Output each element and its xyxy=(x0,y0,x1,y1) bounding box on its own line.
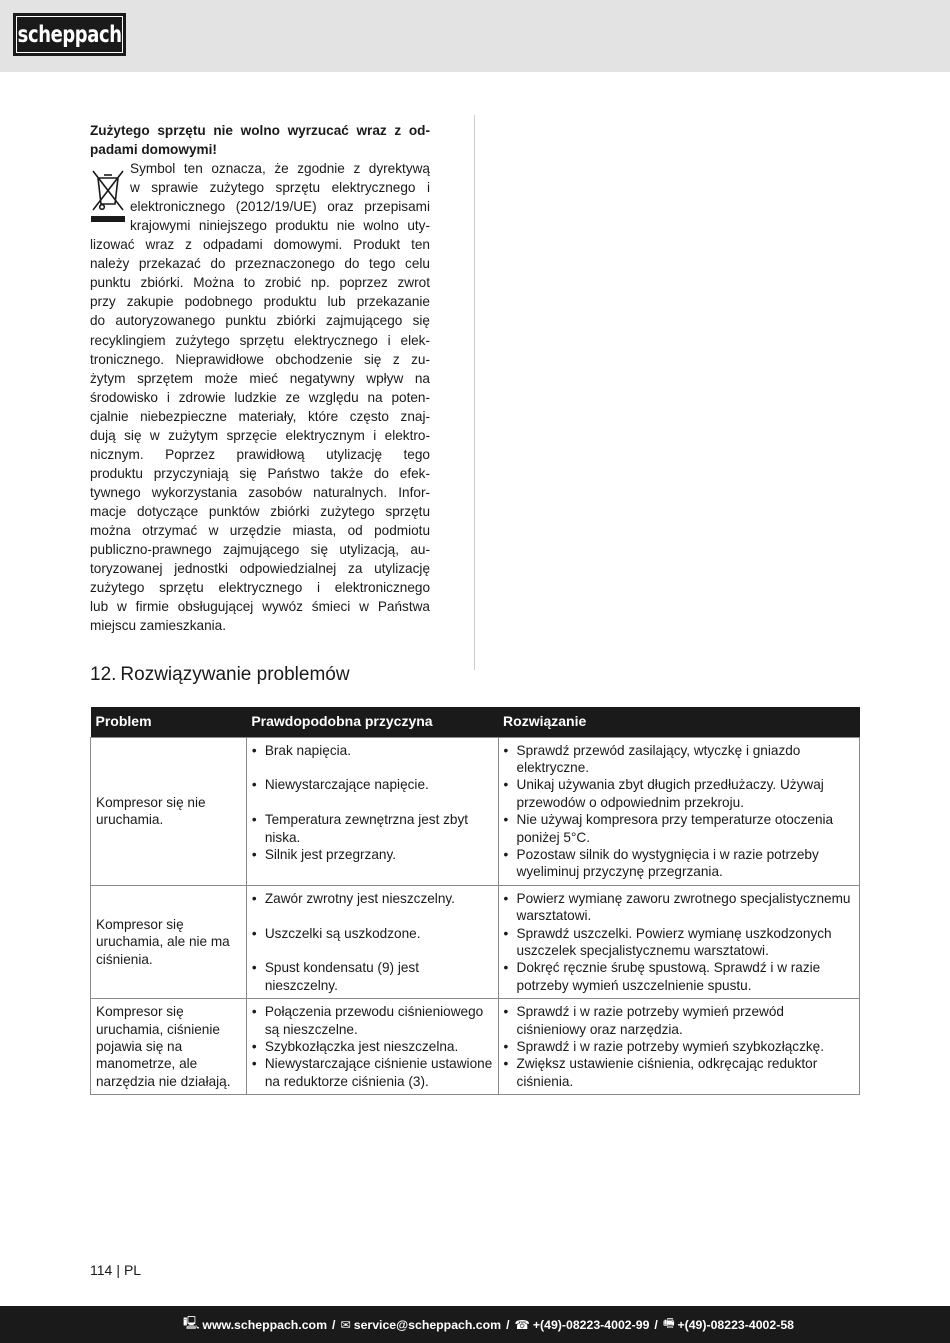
column-header: Rozwiązanie xyxy=(498,707,859,737)
footer-separator: / xyxy=(332,1317,336,1332)
cause-item: • Silnik jest przegrzany. xyxy=(252,846,493,863)
cause-item: • Spust kondensatu (9) jest nieszczelny. xyxy=(252,959,493,994)
scheppach-logo xyxy=(13,13,126,56)
solution-item: • Sprawdź uszczelki. Powierz wymianę uszkodzonych uszczelek specjalistycznemu warsztatowi. xyxy=(504,925,854,960)
body-line: recyklingiem zużytego sprzętu elektrycznego i elek- xyxy=(90,332,430,348)
table-row xyxy=(91,737,860,885)
cause-item: • Temperatura zewnętrzna jest zbyt niska. xyxy=(252,811,493,846)
cause-item: • Niewystarczające ciśnienie ustawione na reduktorze ciśnienia (3). xyxy=(252,1055,493,1090)
table-row xyxy=(91,885,860,998)
solution-cell xyxy=(498,885,859,998)
body-line: cjalnie niebezpieczne materiały, które często znaj- xyxy=(90,408,430,424)
body-line: Symbol ten oznacza, że zgodnie z dyrektywą xyxy=(130,161,430,177)
solution-item: • Zwiększ ustawienie ciśnienia, odkręcając reduktor ciśnienia. xyxy=(504,1055,854,1090)
solution-cell xyxy=(498,999,859,1095)
body-line: należy przekazać do przeznaczonego do tego celu xyxy=(90,256,430,272)
troubleshooting-table xyxy=(90,707,860,1095)
section-title xyxy=(90,664,350,686)
problem-cell: Kompresor się nie uruchamia. xyxy=(91,737,247,885)
body-line: żytym sprzętem może mieć negatywny wpływ na xyxy=(90,370,430,386)
footer-email-link[interactable]: service@scheppach.com xyxy=(353,1317,502,1332)
cause-cell xyxy=(246,999,498,1095)
solution-item: • Sprawdź i w razie potrzeby wymień szybkozłączkę. xyxy=(504,1038,854,1055)
body-line: punktu zbiórki. Można to zrobić np. poprzez zwrot xyxy=(90,275,430,291)
solution-item: • Sprawdź przewód zasilający, wtyczkę i gniazdo elektryczne. xyxy=(504,742,854,777)
footer-separator: / xyxy=(654,1317,658,1332)
column-divider xyxy=(474,115,475,670)
cause-item: • Uszczelki są uszkodzone. xyxy=(252,925,493,942)
footer-phone: +(49)-08223-4002-99 xyxy=(532,1317,650,1332)
computer-icon: 🖳 xyxy=(183,1316,200,1330)
page-number-value: 114 xyxy=(90,1262,113,1278)
problem-cell: Kompresor się uruchamia, ciśnienie pojawia się na manometrze, ale narzędzia nie działają. xyxy=(91,999,247,1095)
body-line: przy zakupie podobnego produktu lub przekazanie xyxy=(90,294,430,310)
fax-icon: 🖷 xyxy=(662,1316,675,1330)
body-line: tronicznego. Nieprawidłowe obchodzenie się z zu- xyxy=(90,351,430,367)
body-line: produktu przyczyniają się Państwo także do efek- xyxy=(90,465,430,481)
warning-line: padami domowymi! xyxy=(90,142,217,158)
footer-fax: +(49)-08223-4002-58 xyxy=(677,1317,794,1332)
body-line: lub w firmie obsługującej wywóz śmieci w Państwa xyxy=(90,599,430,615)
footer-bar xyxy=(0,1306,950,1343)
disposal-body xyxy=(90,159,430,635)
header-bar xyxy=(0,0,950,72)
cause-item: • Niewystarczające napięcie. xyxy=(252,776,493,793)
cause-cell xyxy=(246,885,498,998)
cause-item: • Brak napięcia. xyxy=(252,742,493,759)
logo-text: scheppach xyxy=(17,21,122,48)
body-line: tywnego wykorzystania zasobów naturalnych. Infor- xyxy=(90,484,430,500)
body-line: do autoryzowanego punktu zbiórki zajmującego się xyxy=(90,313,430,329)
disposal-notice xyxy=(90,121,430,635)
body-line: krajowymi niniejszego produktu nie wolno uty- xyxy=(130,218,430,234)
solution-item: • Powierz wymianę zaworu zwrotnego specjalistycznemu warsztatowi. xyxy=(504,890,854,925)
page-number xyxy=(90,1262,141,1278)
body-line: zużytego sprzętu elektrycznego i elektronicznego xyxy=(90,580,430,596)
body-line: nicznym. Poprzez prawidłową utylizację tego xyxy=(90,446,430,462)
envelope-icon: ✉ xyxy=(340,1317,351,1332)
body-line: dują się w zużytym sprzęcie elektrycznym i elektro- xyxy=(90,427,430,443)
body-line: toryzowanej jednostki odpowiedzialnej za utylizację xyxy=(90,561,430,577)
table-row xyxy=(91,999,860,1095)
column-header: Prawdopodobna przyczyna xyxy=(246,707,498,737)
body-line: w sprawie zużytego sprzętu elektrycznego i xyxy=(130,180,430,196)
body-line: lizować wraz z odpadami domowymi. Produkt ten xyxy=(90,237,430,253)
body-line: publiczno-prawnego zajmującego się utylizacją, au- xyxy=(90,542,430,558)
problem-cell: Kompresor się uruchamia, ale nie ma ciśnienia. xyxy=(91,885,247,998)
page-language: PL xyxy=(123,1262,142,1278)
page-separator: | xyxy=(116,1262,120,1278)
solution-cell xyxy=(498,737,859,885)
solution-item: • Dokręć ręcznie śrubę spustową. Sprawdź i w razie potrzeby wymień uszczelnienie spustu. xyxy=(504,959,854,994)
section-title-text: Rozwiązywanie problemów xyxy=(120,664,350,685)
column-header: Problem xyxy=(91,707,247,737)
body-line: środowisko i zdrowie ludzkie ze względu na poten- xyxy=(90,389,430,405)
footer-website-link[interactable]: www.scheppach.com xyxy=(202,1317,328,1332)
solution-item: • Nie używaj kompresora przy temperaturze otoczenia poniżej 5°C. xyxy=(504,811,854,846)
crossed-out-wheelie-bin-icon xyxy=(90,168,126,224)
cause-item: • Zawór zwrotny jest nieszczelny. xyxy=(252,890,493,907)
disposal-warning xyxy=(90,121,430,159)
solution-item: • Sprawdź i w razie potrzeby wymień przewód ciśnieniowy oraz narzędzia. xyxy=(504,1003,854,1038)
table-header-row xyxy=(91,707,860,737)
body-line: elektronicznego (2012/19/UE) oraz przepisami xyxy=(130,199,430,215)
telephone-icon: ☎ xyxy=(514,1317,530,1332)
cause-item: • Szybkozłączka jest nieszczelna. xyxy=(252,1038,493,1055)
solution-item: • Pozostaw silnik do wystygnięcia i w razie potrzeby wyeliminuj przyczynę przegrzania. xyxy=(504,846,854,881)
body-line: można otrzymać w urzędzie miasta, od podmiotu xyxy=(90,522,430,538)
solution-item: • Unikaj używania zbyt długich przedłużaczy. Używaj przewodów o odpowiednim przekroju. xyxy=(504,776,854,811)
cause-cell xyxy=(246,737,498,885)
section-number: 12. xyxy=(90,664,117,685)
cause-item: • Połączenia przewodu ciśnieniowego są nieszczelne. xyxy=(252,1003,493,1038)
body-line: macje dotyczące punktów zbiórki zużytego sprzętu xyxy=(90,503,430,519)
body-line: miejscu zamieszkania. xyxy=(90,618,226,634)
footer-separator: / xyxy=(506,1317,510,1332)
warning-line: Zużytego sprzętu nie wolno wyrzucać wraz z od- xyxy=(90,123,430,138)
